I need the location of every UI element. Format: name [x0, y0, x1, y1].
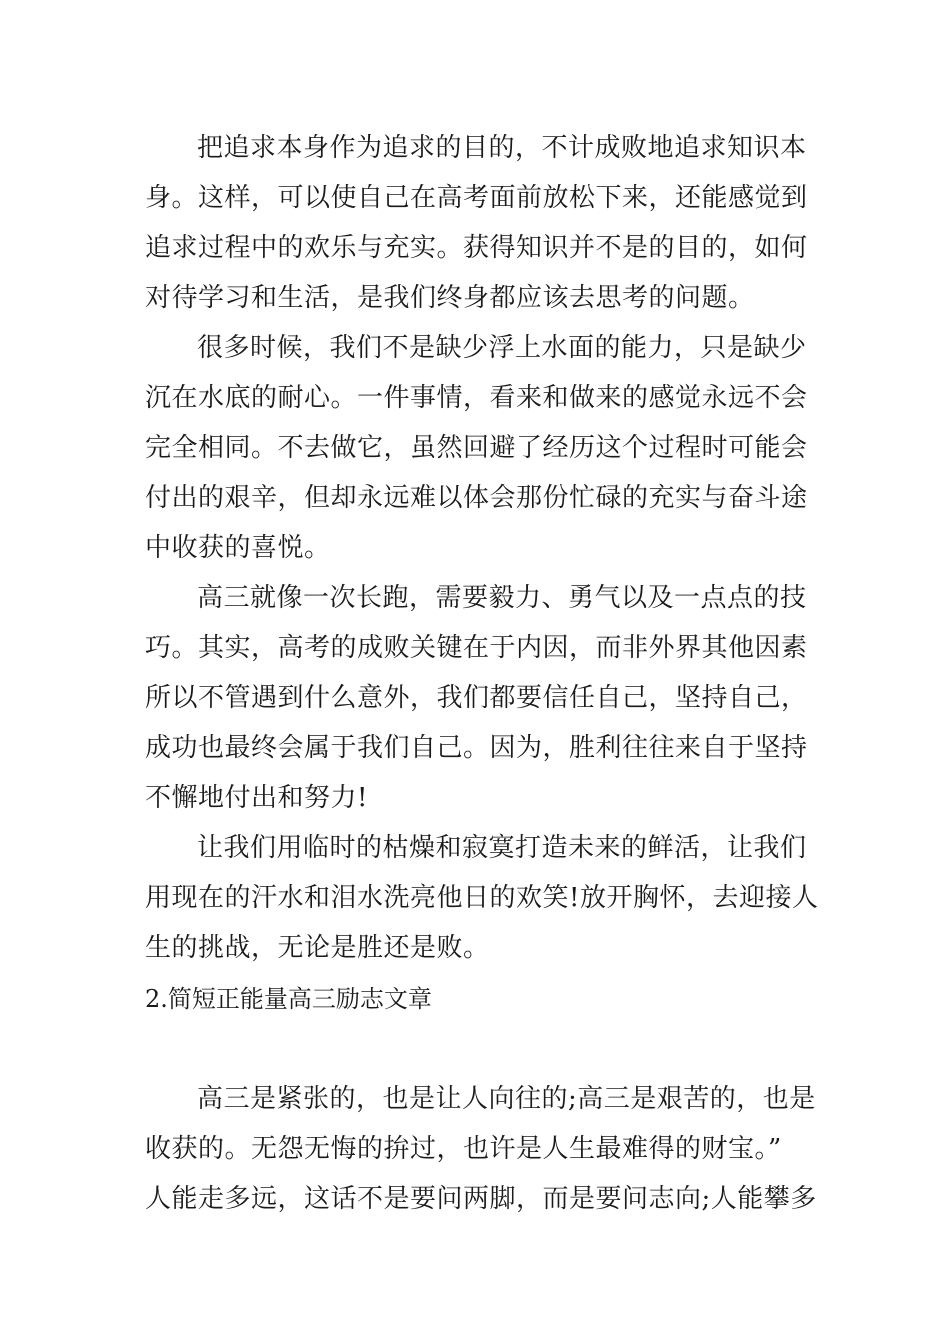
paragraph-line: 生的挑战，无论是胜还是败。 [145, 933, 490, 963]
paragraph-line: 人能走多远，这话不是要问两脚，而是要问志向;人能攀多 [145, 1184, 817, 1214]
paragraph-line: 付出的艰辛，但却永远难以体会那份忙碌的充实与奋斗途 [145, 483, 808, 513]
paragraph-line: 把追求本身作为追求的目的，不计成败地追求知识本 [197, 133, 807, 163]
paragraph-line: 高三是紧张的，也是让人向往的;高三是艰苦的，也是 [197, 1084, 816, 1114]
paragraph-line: 所以不管遇到什么意外，我们都要信任自己，坚持自己， [145, 683, 808, 713]
paragraph-line: 完全相同。不去做它，虽然回避了经历这个过程时可能会 [145, 433, 808, 463]
paragraph-line: 让我们用临时的枯燥和寂寞打造未来的鲜活，让我们 [197, 833, 807, 863]
paragraph-line: 沉在水底的耐心。一件事情，看来和做来的感觉永远不会 [145, 383, 808, 413]
paragraph-line: 用现在的汗水和泪水洗亮他日的欢笑!放开胸怀，去迎接人 [145, 883, 819, 913]
paragraph-line: 身。这样，可以使自己在高考面前放松下来，还能感觉到 [145, 183, 808, 213]
paragraph-line: 追求过程中的欢乐与充实。获得知识并不是的目的，如何 [145, 233, 808, 263]
paragraph-line: 对待学习和生活，是我们终身都应该去思考的问题。 [145, 283, 755, 313]
section-heading: 2.简短正能量高三励志文章 [145, 985, 432, 1013]
paragraph-line: 成功也最终会属于我们自己。因为，胜利往往来自于坚持 [145, 733, 808, 763]
paragraph-line: 很多时候，我们不是缺少浮上水面的能力，只是缺少 [197, 333, 807, 363]
paragraph-line: 收获的。无怨无悔的拚过，也许是人生最难得的财宝。” [145, 1134, 782, 1164]
paragraph-line: 中收获的喜悦。 [145, 533, 331, 563]
paragraph-line: 不懈地付出和努力! [145, 783, 368, 813]
paragraph-line: 高三就像一次长跑，需要毅力、勇气以及一点点的技 [197, 583, 807, 613]
paragraph-line: 巧。其实，高考的成败关键在于内因，而非外界其他因素 [145, 633, 808, 663]
